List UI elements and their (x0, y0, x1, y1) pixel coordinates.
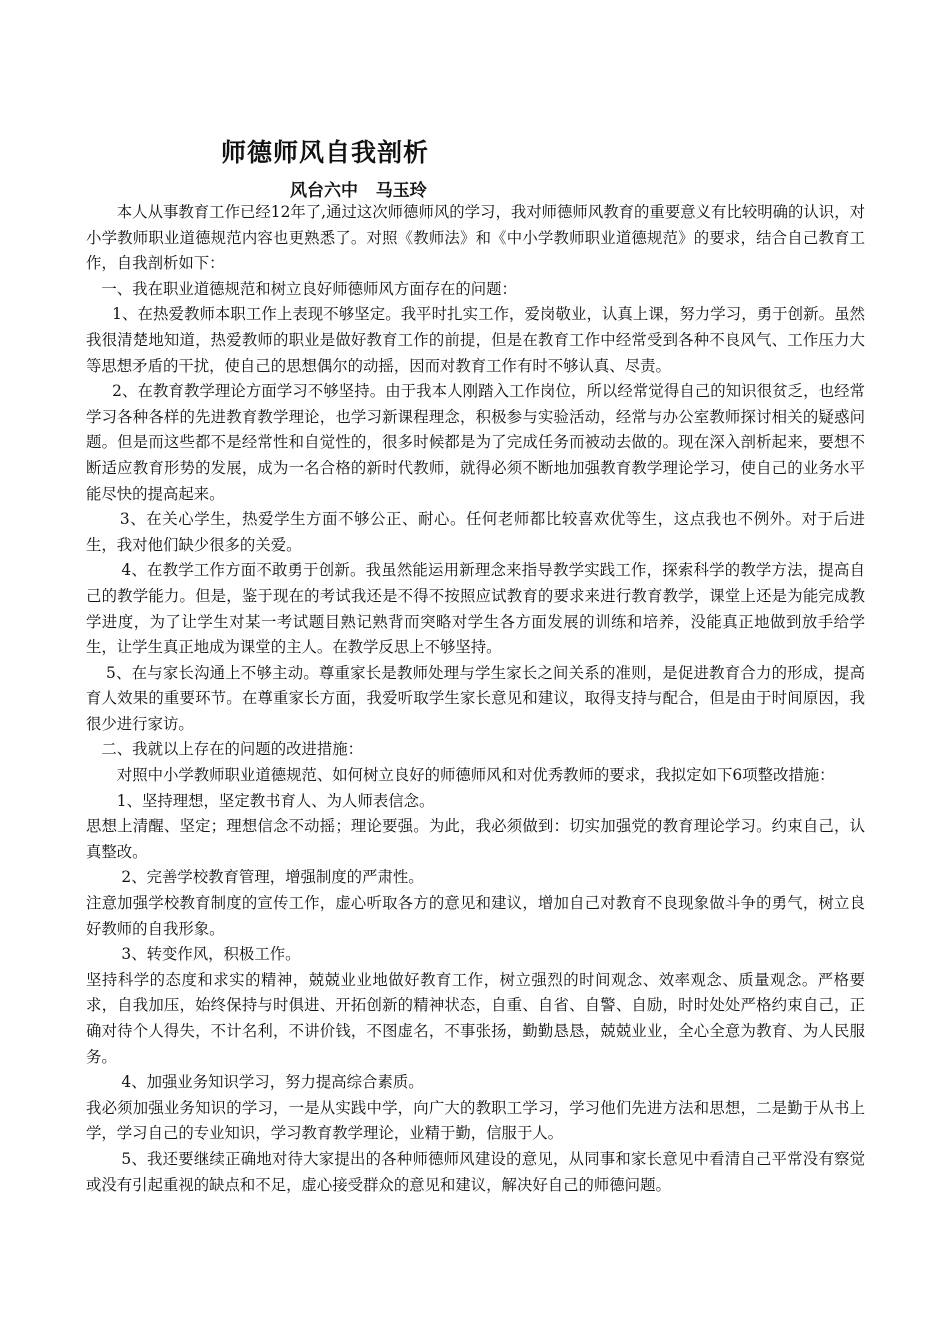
paragraph: 对照中小学教师职业道德规范、如何树立良好的师德师风和对优秀教师的要求，我拟定如下6项整改措施： (116, 766, 835, 785)
document-body (86, 200, 865, 1198)
paragraph: 坚持科学的态度和求实的精神，兢兢业业地做好教育工作，树立强烈的时间观念、效率观念、质量观念。严格要求，自我加压，始终保持与时俱进、开拓创新的精神状态，自重、自省、自警、自励，时时处处严格约束自己，正确对待个人得失，不计名利，不讲价钱，不图虚名，不事张扬，勤勤恳恳，兢兢业业，全心全意为教育、为人民服务。 (86, 970, 865, 1066)
paragraph: 2、完善学校教育管理，增强制度的严肃性。 (121, 868, 424, 887)
paragraph: 5、在与家长沟通上不够主动。尊重家长是教师处理与学生家长之间关系的准则，是促进教育合力的形成，提高育人效果的重要环节。在尊重家长方面，我爱听取学生家长意见和建议，取得支持与配合，但是由于时间原因，我很少进行家访。 (86, 663, 865, 733)
paragraph: 3、在关心学生，热爱学生方面不够公正、耐心。任何老师都比较喜欢优等生，这点我也不例外。对于后进生，我对他们缺少很多的关爱。 (86, 510, 865, 554)
paragraph: 3、转变作风，积极工作。 (121, 945, 301, 964)
paragraph: 注意加强学校教育制度的宣传工作，虚心听取各方的意见和建议，增加自己对教育不良现象做斗争的勇气，树立良好教师的自我形象。 (86, 894, 865, 938)
paragraph: 4、在教学工作方面不敢勇于创新。我虽然能运用新理念来指导教学实践工作，探索科学的教学方法，提高自己的教学能力。但是，鉴于现在的考试我还是不得不按照应试教育的要求来进行教育教学，课堂上还是为能完成教学进度，为了让学生对某一考试题目熟记熟背而突略对学生各方面发展的训练和培养，没能真正地做到放手给学生，让学生真正地成为课堂的主人。在教学反思上不够坚持。 (86, 561, 865, 657)
paragraph: 我必须加强业务知识的学习，一是从实践中学，向广大的教职工学习，学习他们先进方法和思想，二是勤于从书上学，学习自己的专业知识，学习教育教学理论，业精于勤，信服于人。 (86, 1098, 865, 1143)
paragraph: 5、我还要继续正确地对待大家提出的各种师德师风建设的意见，从同事和家长意见中看清自己平常没有察觉或没有引起重视的缺点和不足，虚心接受群众的意见和建议，解决好自己的师德问题。 (86, 1149, 865, 1194)
paragraph: 1、坚持理想，坚定教书育人、为人师表信念。 (116, 791, 435, 810)
author-line: 风台六中 马玉玲 (290, 181, 427, 201)
paragraph: 4、加强业务知识学习，努力提高综合素质。 (121, 1073, 424, 1092)
paragraph: 2、在教育教学理论方面学习不够坚持。由于我本人刚踏入工作岗位，所以经常觉得自己的知识很贫乏，也经常学习各种各样的先进教育教学理论，也学习新课程理念，积极参与实验活动，经常与办公室教师探讨相关的疑惑问题。但是而这些都不是经常性和自觉性的，很多时候都是为了完成任务而被动去做的。现在深入剖析起来，要想不断适应教育形势的发展，成为一名合格的新时代教师，就得必须不断地加强教育教学理论学习，使自己的业务水平能尽快的提高起来。 (86, 382, 865, 503)
paragraph: 本人从事教育工作已经12年了,通过这次师德师风的学习，我对师德师风教育的重要意义有比较明确的认识，对小学教师职业道德规范内容也更熟悉了。对照《教师法》和《中小学教师职业道德规范》的要求，结合自己教育工作，自我剖析如下： (86, 203, 865, 273)
paragraph: 思想上清醒、坚定；理想信念不动摇；理论要强。为此，我必须做到：切实加强党的教育理论学习。约束自己，认真整改。 (86, 817, 865, 861)
paragraph: 1、在热爱教师本职工作上表现不够坚定。我平时扎实工作，爱岗敬业，认真上课，努力学习，勇于创新。虽然我很清楚地知道，热爱教师的职业是做好教育工作的前提，但是在教育工作中经常受到各种不良风气、工作压力大等思想矛盾的干扰，使自己的思想偶尔的动摇，因而对教育工作有时不够认真、尽责。 (86, 305, 865, 375)
paragraph: 一、我在职业道德规范和树立良好师德师风方面存在的问题： (101, 279, 517, 298)
paragraph: 二、我就以上存在的问题的改进措施： (101, 740, 364, 759)
page-title: 师德师风自我剖析 (221, 138, 430, 167)
